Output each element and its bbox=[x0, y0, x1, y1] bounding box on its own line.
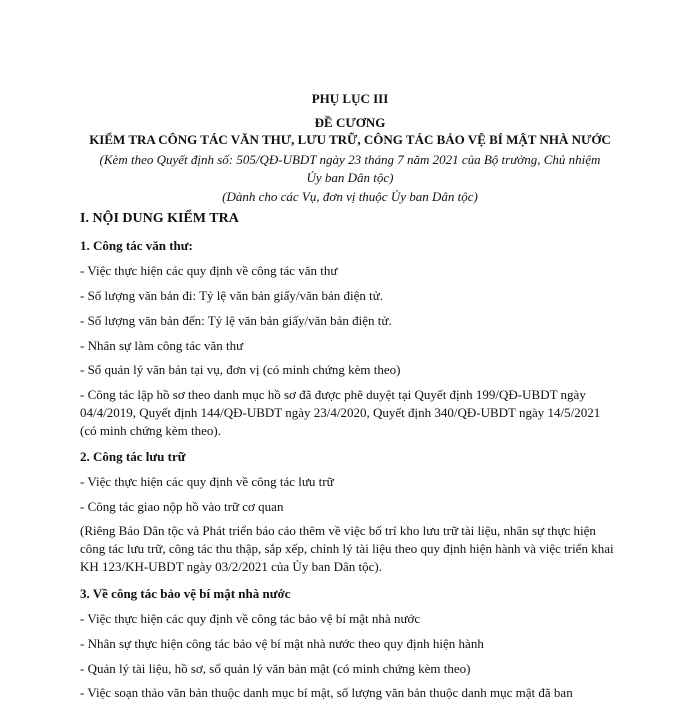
list-item: - Số lượng văn bản đi: Tỷ lệ văn bản giấy/văn bản điện tử. bbox=[80, 288, 384, 303]
subtitle-committee: Ủy ban Dân tộc) bbox=[306, 170, 394, 185]
archive-note: (Riêng Báo Dân tộc và Phát triển báo cáo thêm về việc bố trí kho lưu trữ tài liệu, nhân sự thực hiện công tác lưu trữ, công tác thu thập, sắp xếp, chỉnh lý tài liệu theo quy định hiện hành và việc triển khai KH 123/KH-UBDT ngày 03/2/2021 của Ủy ban Dân tộc). bbox=[80, 523, 614, 574]
subsection-heading-archive: 2. Công tác lưu trữ bbox=[80, 449, 186, 464]
subsection-heading-secrets: 3. Về công tác bảo vệ bí mật nhà nước bbox=[80, 586, 291, 601]
list-item: - Việc thực hiện các quy định về công tác lưu trữ bbox=[80, 474, 334, 489]
list-item: - Việc soạn thảo văn bản thuộc danh mục bí mật, số lượng văn bản thuộc danh mục mật đã ban bbox=[80, 685, 573, 700]
section-heading-inspection: I. NỘI DUNG KIỂM TRA bbox=[80, 211, 239, 226]
main-title: KIỂM TRA CÔNG TÁC VĂN THƯ, LƯU TRỮ, CÔNG TÁC BẢO VỆ BÍ MẬT NHÀ NƯỚC bbox=[89, 132, 611, 147]
list-item: - Việc thực hiện các quy định về công tác văn thư bbox=[80, 263, 338, 278]
subsection-heading-clerical: 1. Công tác văn thư: bbox=[80, 238, 193, 253]
list-item: - Công tác giao nộp hồ vào trữ cơ quan bbox=[80, 499, 284, 514]
list-item: - Nhân sự thực hiện công tác bảo vệ bí mật nhà nước theo quy định hiện hành bbox=[80, 636, 484, 651]
list-item: - Nhân sự làm công tác văn thư bbox=[80, 338, 244, 353]
list-item: - Quản lý tài liệu, hồ sơ, sổ quản lý văn bản mật (có minh chứng kèm theo) bbox=[80, 661, 471, 676]
list-item: - Việc thực hiện các quy định về công tác bảo vệ bí mật nhà nước bbox=[80, 611, 421, 626]
list-item: - Số quản lý văn bản tại vụ, đơn vị (có minh chứng kèm theo) bbox=[80, 362, 401, 377]
outline-title: ĐỀ CƯƠNG bbox=[314, 115, 386, 130]
subtitle-decision: (Kèm theo Quyết định số: 505/QĐ-UBDT ngày 23 tháng 7 năm 2021 của Bộ trưởng, Chủ nhiệm bbox=[99, 152, 601, 167]
appendix-title: PHỤ LỤC III bbox=[311, 91, 389, 106]
subtitle-scope: (Dành cho các Vụ, đơn vị thuộc Ủy ban Dân tộc) bbox=[222, 189, 478, 204]
list-item: - Số lượng văn bản đến: Tỷ lệ văn bản giấy/văn bản điện tử. bbox=[80, 313, 392, 328]
list-item-records: - Công tác lập hồ sơ theo danh mục hồ sơ đã được phê duyệt tại Quyết định 199/QĐ-UBDT ngày 04/4/2019, Quyết định 144/QĐ-UBDT ngày 23/4/2020, Quyết định 340/QĐ-UBDT ngày 14/5/2021 (có minh chứng kèm theo). bbox=[80, 387, 601, 438]
